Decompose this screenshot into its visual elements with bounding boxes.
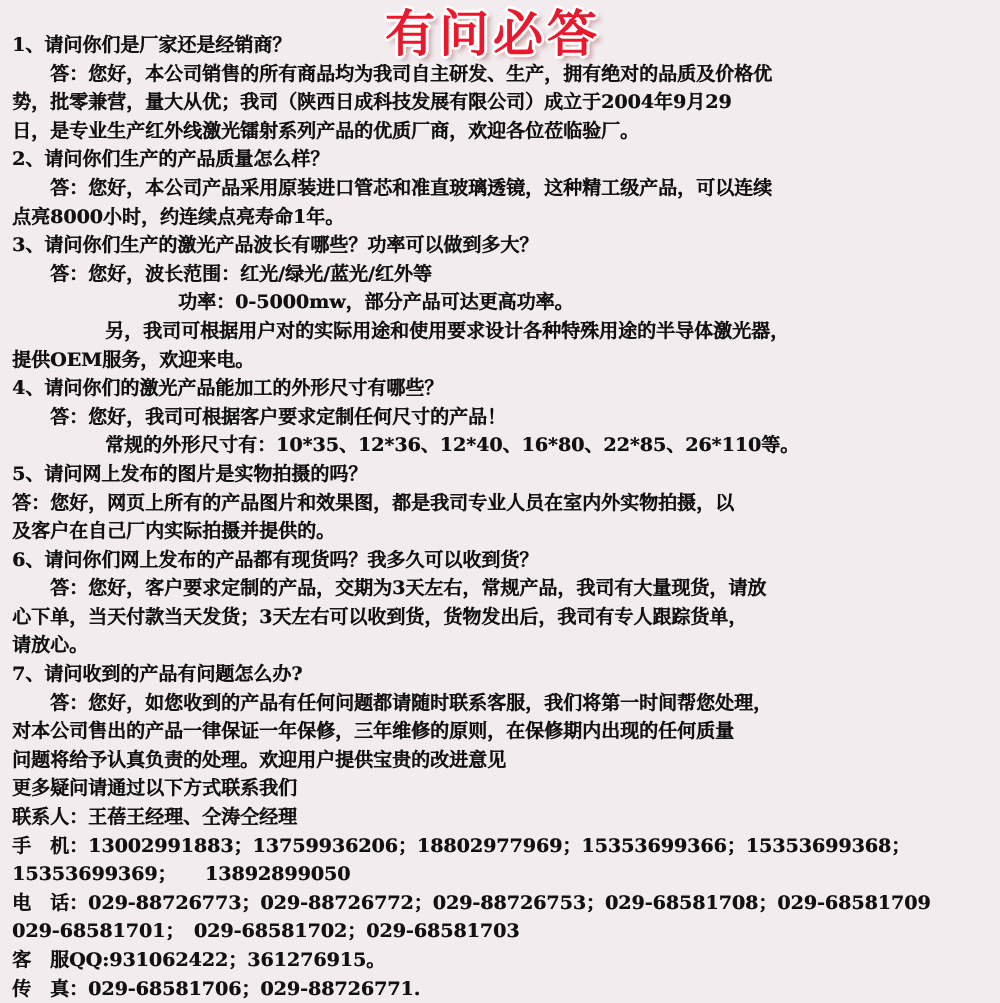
text-line: 提供OEM服务，欢迎来电。 — [12, 348, 255, 371]
text-line: 传 真：029-68581706；029-88726771. — [12, 977, 421, 1000]
text-line: 请放心。 — [12, 634, 89, 657]
text-line: 客 服QQ:931062422；361276915。 — [12, 949, 386, 971]
text-line: 常规的外形尺寸有：10*35、12*36、12*40、16*80、22*85、26*110等。 — [105, 434, 800, 457]
faq-content — [0, 31, 1000, 1003]
text-line: 答：您好，波长范围：红光/绿光/蓝光/红外等 — [50, 262, 432, 285]
text-line: 联系人：王蓓王经理、仝涛仝经理 — [12, 806, 298, 829]
text-line: 3、请问你们生产的激光产品波长有哪些？功率可以做到多大？ — [12, 234, 539, 257]
text-line: 点亮8000小时，约连续点亮寿命1年。 — [12, 205, 345, 228]
text-line: 手 机：13002991883；13759936206；18802977969；15353699366；15353699368； — [12, 834, 911, 857]
text-line: 答：您好，本公司产品采用原装进口管芯和准直玻璃透镜，这种精工级产品，可以连续 — [50, 176, 773, 199]
text-line: 心下单，当天付款当天发货；3天左右可以收到货，货物发出后，我司有专人跟踪货单， — [12, 605, 748, 628]
text-line: 对本公司售出的产品一律保证一年保修，三年维修的原则，在保修期内出现的任何质量 — [12, 720, 735, 743]
text-line: 另，我司可根据用户对的实际用途和使用要求设计各种特殊用途的半导体激光器， — [105, 319, 790, 342]
text-line: 答：您好，客户要求定制的产品，交期为3天左右，常规产品，我司有大量现货，请放 — [50, 577, 767, 600]
text-line: 日，是专业生产红外线激光镭射系列产品的优质厂商，欢迎各位莅临验厂。 — [12, 119, 640, 142]
text-line: 4、请问你们的激光产品能加工的外形尺寸有哪些？ — [12, 377, 444, 400]
text-line: 029-68581701； 029-68581702；029-68581703 — [12, 920, 520, 943]
text-line: 2、请问你们生产的产品质量怎么样？ — [12, 148, 330, 171]
text-line: 15353699369； 13892899050 — [12, 863, 351, 886]
text-line: 1、请问你们是厂家还是经销商？ — [12, 34, 292, 56]
text-line: 6、请问你们网上发布的产品都有现货吗？我多久可以收到货？ — [12, 548, 539, 571]
text-line: 电 话：029-88726773；029-88726772；029-88726753；029-68581708；029-68581709 — [12, 891, 931, 914]
text-line: 答：您好，我司可根据客户要求定制任何尺寸的产品！ — [50, 405, 507, 428]
text-line: 答：您好，如您收到的产品有任何问题都请随时联系客服，我们将第一时间帮您处理， — [50, 691, 773, 714]
text-line: 5、请问网上发布的图片是实物拍摄的吗？ — [12, 462, 368, 485]
text-line: 答：您好，网页上所有的产品图片和效果图，都是我司专业人员在室内外实物拍摄，以 — [12, 491, 735, 514]
text-line: 答：您好，本公司销售的所有商品均为我司自主研发、生产，拥有绝对的品质及价格优 — [50, 62, 773, 85]
text-line: 7、请问收到的产品有问题怎么办? — [12, 663, 303, 686]
text-line: 势，批零兼营，量大从优；我司（陕西日成科技发展有限公司）成立于2004年9月29 — [12, 91, 732, 114]
text-line: 功率：0-5000mw，部分产品可达更高功率。 — [178, 291, 574, 314]
text-line: 及客户在自己厂内实际拍摄并提供的。 — [12, 520, 336, 543]
text-line: 问题将给予认真负责的处理。欢迎用户提供宝贵的改进意见 — [12, 748, 507, 771]
text-line: 更多疑问请通过以下方式联系我们 — [12, 777, 298, 800]
page-title: 有问必答 — [385, 5, 601, 63]
